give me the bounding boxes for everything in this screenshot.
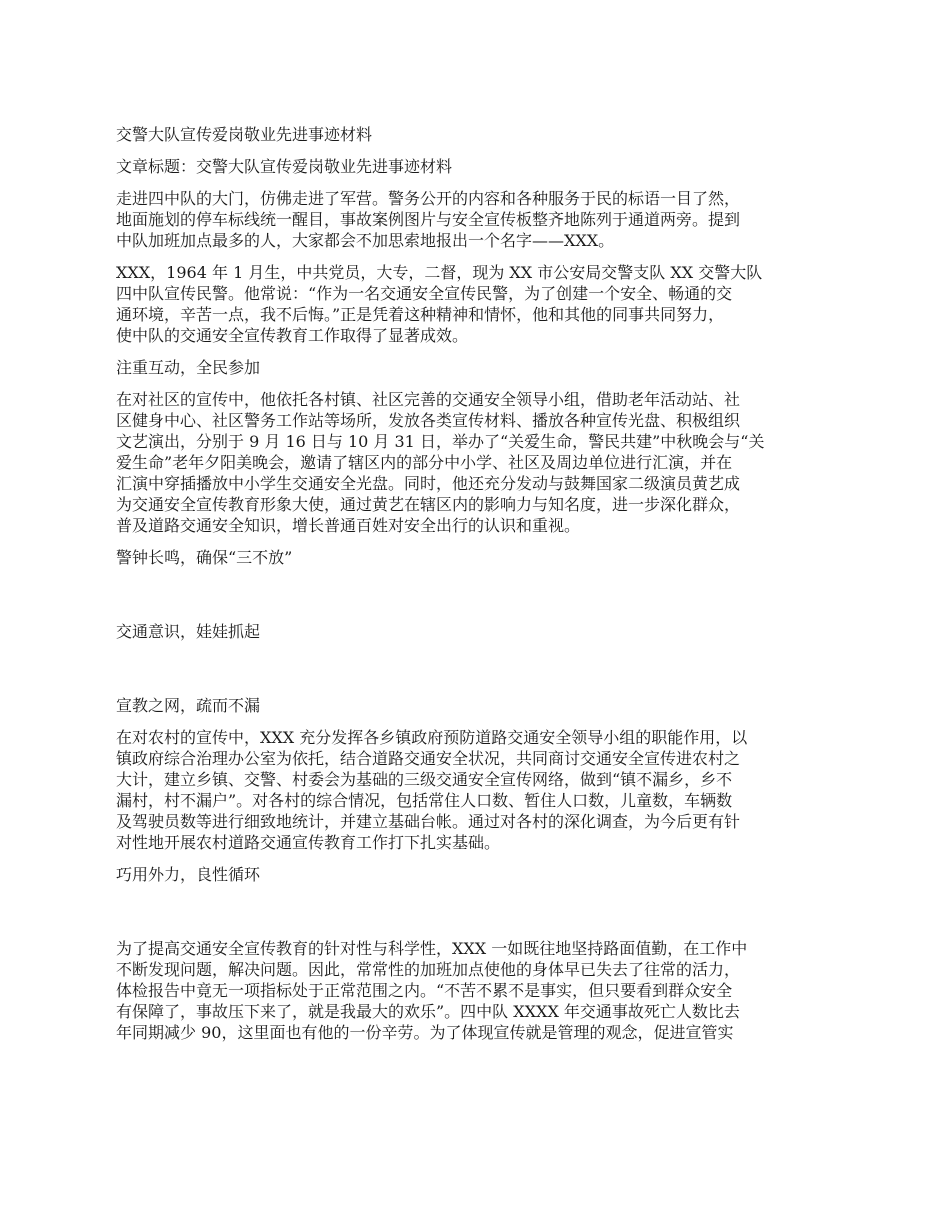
text-line: 漏村，村不漏户”。对各村的综合情况，包括常住人口数、暂住人口数，儿童数，车辆数: [116, 791, 733, 810]
section-heading: 警钟长鸣，确保“三不放”: [116, 548, 293, 567]
paragraph-profile: [116, 262, 836, 346]
text-line: 不断发现问题，解决问题。因此，常常性的加班加点使他的身体早已失去了往常的活力，: [116, 960, 741, 979]
text-line: 对性地开展农村道路交通宣传教育工作打下扎实基础。: [116, 833, 501, 852]
text-line: 镇政府综合治理办公室为依托，结合道路交通安全状况，共同商讨交通安全宣传进农村之: [116, 749, 741, 768]
text-line: 为交通安全宣传教育形象大使，通过黄艺在辖区内的影响力与知名度，进一步深化群众，: [116, 495, 741, 514]
text-line: 地面施划的停车标线统一醒目，事故案例图片与安全宣传板整齐地陈列于通道两旁。提到: [116, 210, 741, 229]
section-heading: 宣教之网，疏而不漏: [116, 696, 261, 715]
document-page: [116, 124, 836, 1054]
paragraph-rural: [116, 727, 836, 853]
text-line: 普及道路交通安全知识，增长普通百姓对安全出行的认识和重视。: [116, 516, 581, 535]
text-line: 走进四中队的大门，仿佛走进了军营。警务公开的内容和各种服务于民的标语一目了然，: [116, 189, 741, 208]
text-line: 中队加班加点最多的人，大家都会不加思索地报出一个名字——XXX。: [116, 231, 615, 250]
text-line: 文艺演出，分别于 9 月 16 日与 10 月 31 日，举办了“关爱生命，警民共建”中秋晚会与“关: [116, 432, 765, 451]
text-line: 为了提高交通安全宣传教育的针对性与科学性，XXX 一如既往地坚持路面值勤，在工作中: [116, 939, 748, 958]
text-line: 及驾驶员数等进行细致地统计，并建立基础台帐。通过对各村的深化调查，为今后更有针: [116, 812, 741, 831]
article-title: 文章标题：交警大队宣传爱岗敬业先进事迹材料: [116, 157, 453, 176]
text-line: 汇演中穿插播放中小学生交通安全光盘。同时，他还充分发动与鼓舞国家二级演员黄艺成: [116, 474, 741, 493]
text-line: XXX，1964 年 1 月生，中共党员，大专，二督，现为 XX 市公安局交警支队 XX 交警大队: [116, 263, 763, 282]
paragraph-dedication: [116, 938, 836, 1043]
section-heading: 注重互动，全民参加: [116, 358, 261, 377]
document-title: 交警大队宣传爱岗敬业先进事迹材料: [116, 125, 373, 144]
blank-space: [116, 653, 836, 695]
text-line: 大计，建立乡镇、交警、村委会为基础的三级交通安全宣传网络，做到“镇不漏乡，乡不: [116, 770, 733, 789]
text-line: 体检报告中竟无一项指标处于正常范围之内。“不苦不累不是事实，但只要看到群众安全: [116, 981, 733, 1000]
section-heading: 巧用外力，良性循环: [116, 865, 261, 884]
text-line: 在对社区的宣传中，他依托各村镇、社区完善的交通安全领导小组，借助老年活动站、社: [116, 390, 741, 409]
text-line: 年同期减少 90，这里面也有他的一份辛劳。为了体现宣传就是管理的观念，促进宣管实: [116, 1023, 734, 1042]
blank-space: [116, 579, 836, 621]
text-line: 四中队宣传民警。他常说：“作为一名交通安全宣传民警，为了创建一个安全、畅通的交: [116, 284, 733, 303]
blank-space: [116, 896, 836, 938]
text-line: 通环境，辛苦一点，我不后悔。”正是凭着这种精神和情怀，他和其他的同事共同努力，: [116, 305, 725, 324]
paragraph-community: [116, 389, 836, 536]
section-heading: 交通意识，娃娃抓起: [116, 622, 261, 641]
text-line: 在对农村的宣传中，XXX 充分发挥各乡镇政府预防道路交通安全领导小组的职能作用，以: [116, 728, 748, 747]
paragraph-intro: [116, 188, 836, 251]
text-line: 有保障了，事故压下来了，就是我最大的欢乐”。四中队 XXXX 年交通事故死亡人数比去: [116, 1002, 740, 1021]
text-line: 爱生命”老年夕阳美晚会，邀请了辖区内的部分中小学、社区及周边单位进行汇演，并在: [116, 453, 733, 472]
text-line: 区健身中心、社区警务工作站等场所，发放各类宣传材料、播放各种宣传光盘、积极组织: [116, 411, 741, 430]
text-line: 使中队的交通安全宣传教育工作取得了显著成效。: [116, 326, 469, 345]
